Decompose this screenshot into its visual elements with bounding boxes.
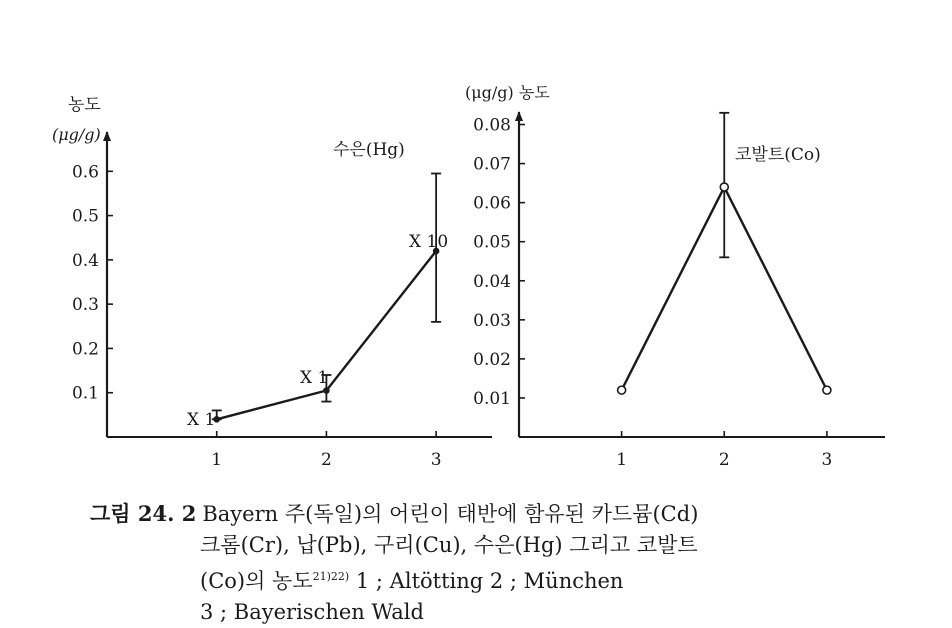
co-data-point xyxy=(618,386,626,394)
co-y-tick-label: 0.05 xyxy=(473,232,511,253)
hg-data-point xyxy=(324,388,329,393)
co-y-axis-arrow xyxy=(515,111,523,121)
co-data-point xyxy=(720,183,728,191)
co-y-tick-label: 0.07 xyxy=(473,154,511,175)
caption-reference: 21)22) xyxy=(312,570,350,583)
co-data-point xyxy=(823,386,831,394)
figure-caption xyxy=(90,498,930,628)
co-y-tick-label: 0.08 xyxy=(473,115,511,136)
hg-y-label-unit: (μg/g) xyxy=(52,125,101,144)
cobalt-chart xyxy=(465,83,885,470)
hg-x-tick-label: 3 xyxy=(430,450,442,470)
co-x-tick-label: 3 xyxy=(821,450,833,470)
caption-text-2: 크롬(Cr), 납(Pb), 구리(Cu), 수은(Hg) 그리고 코발트 xyxy=(200,533,698,557)
caption-text-3b: 1 ; Altötting 2 ; München xyxy=(349,569,624,593)
hg-chart-title: 수은(Hg) xyxy=(333,140,405,160)
co-y-tick-label: 0.04 xyxy=(473,271,511,292)
co-y-tick-label: 0.03 xyxy=(473,310,511,331)
caption-text-3a: (Co)의 농도 xyxy=(200,569,313,593)
hg-y-tick-label: 0.2 xyxy=(71,339,99,360)
mercury-chart xyxy=(52,95,492,470)
caption-text-4: 3 ; Bayerischen Wald xyxy=(200,600,424,624)
hg-y-tick-label: 0.5 xyxy=(71,206,99,227)
caption-line-4 xyxy=(90,597,930,628)
caption-line-2 xyxy=(90,530,930,561)
hg-point-label: X 1 xyxy=(187,410,216,430)
co-y-tick-label: 0.06 xyxy=(473,193,511,214)
hg-y-tick-label: 0.6 xyxy=(71,162,99,183)
caption-line-1 xyxy=(90,498,930,530)
caption-line-3 xyxy=(90,561,930,597)
caption-text-1: Bayern 주(독일)의 어린이 태반에 함유된 카드뮴(Cd) xyxy=(202,502,699,526)
hg-point-label: X 1 xyxy=(300,368,329,388)
co-y-tick-label: 0.02 xyxy=(473,349,511,370)
hg-y-axis-arrow xyxy=(103,131,111,141)
hg-x-tick-label: 1 xyxy=(211,450,223,470)
co-x-tick-label: 2 xyxy=(718,450,730,470)
figure-number: 그림 24. 2 xyxy=(90,501,197,526)
co-x-tick-label: 1 xyxy=(616,450,628,470)
co-y-tick-label: 0.01 xyxy=(473,388,511,409)
hg-point-label: X 10 xyxy=(409,232,449,252)
hg-y-label-top: 농도 xyxy=(68,95,101,115)
hg-y-tick-label: 0.4 xyxy=(71,250,99,271)
hg-y-tick-label: 0.1 xyxy=(71,383,99,404)
co-chart-title: 코발트(Co) xyxy=(735,145,821,165)
hg-x-tick-label: 2 xyxy=(320,450,332,470)
co-y-label: (μg/g) 농도 xyxy=(465,83,550,102)
hg-y-tick-label: 0.3 xyxy=(71,295,99,316)
